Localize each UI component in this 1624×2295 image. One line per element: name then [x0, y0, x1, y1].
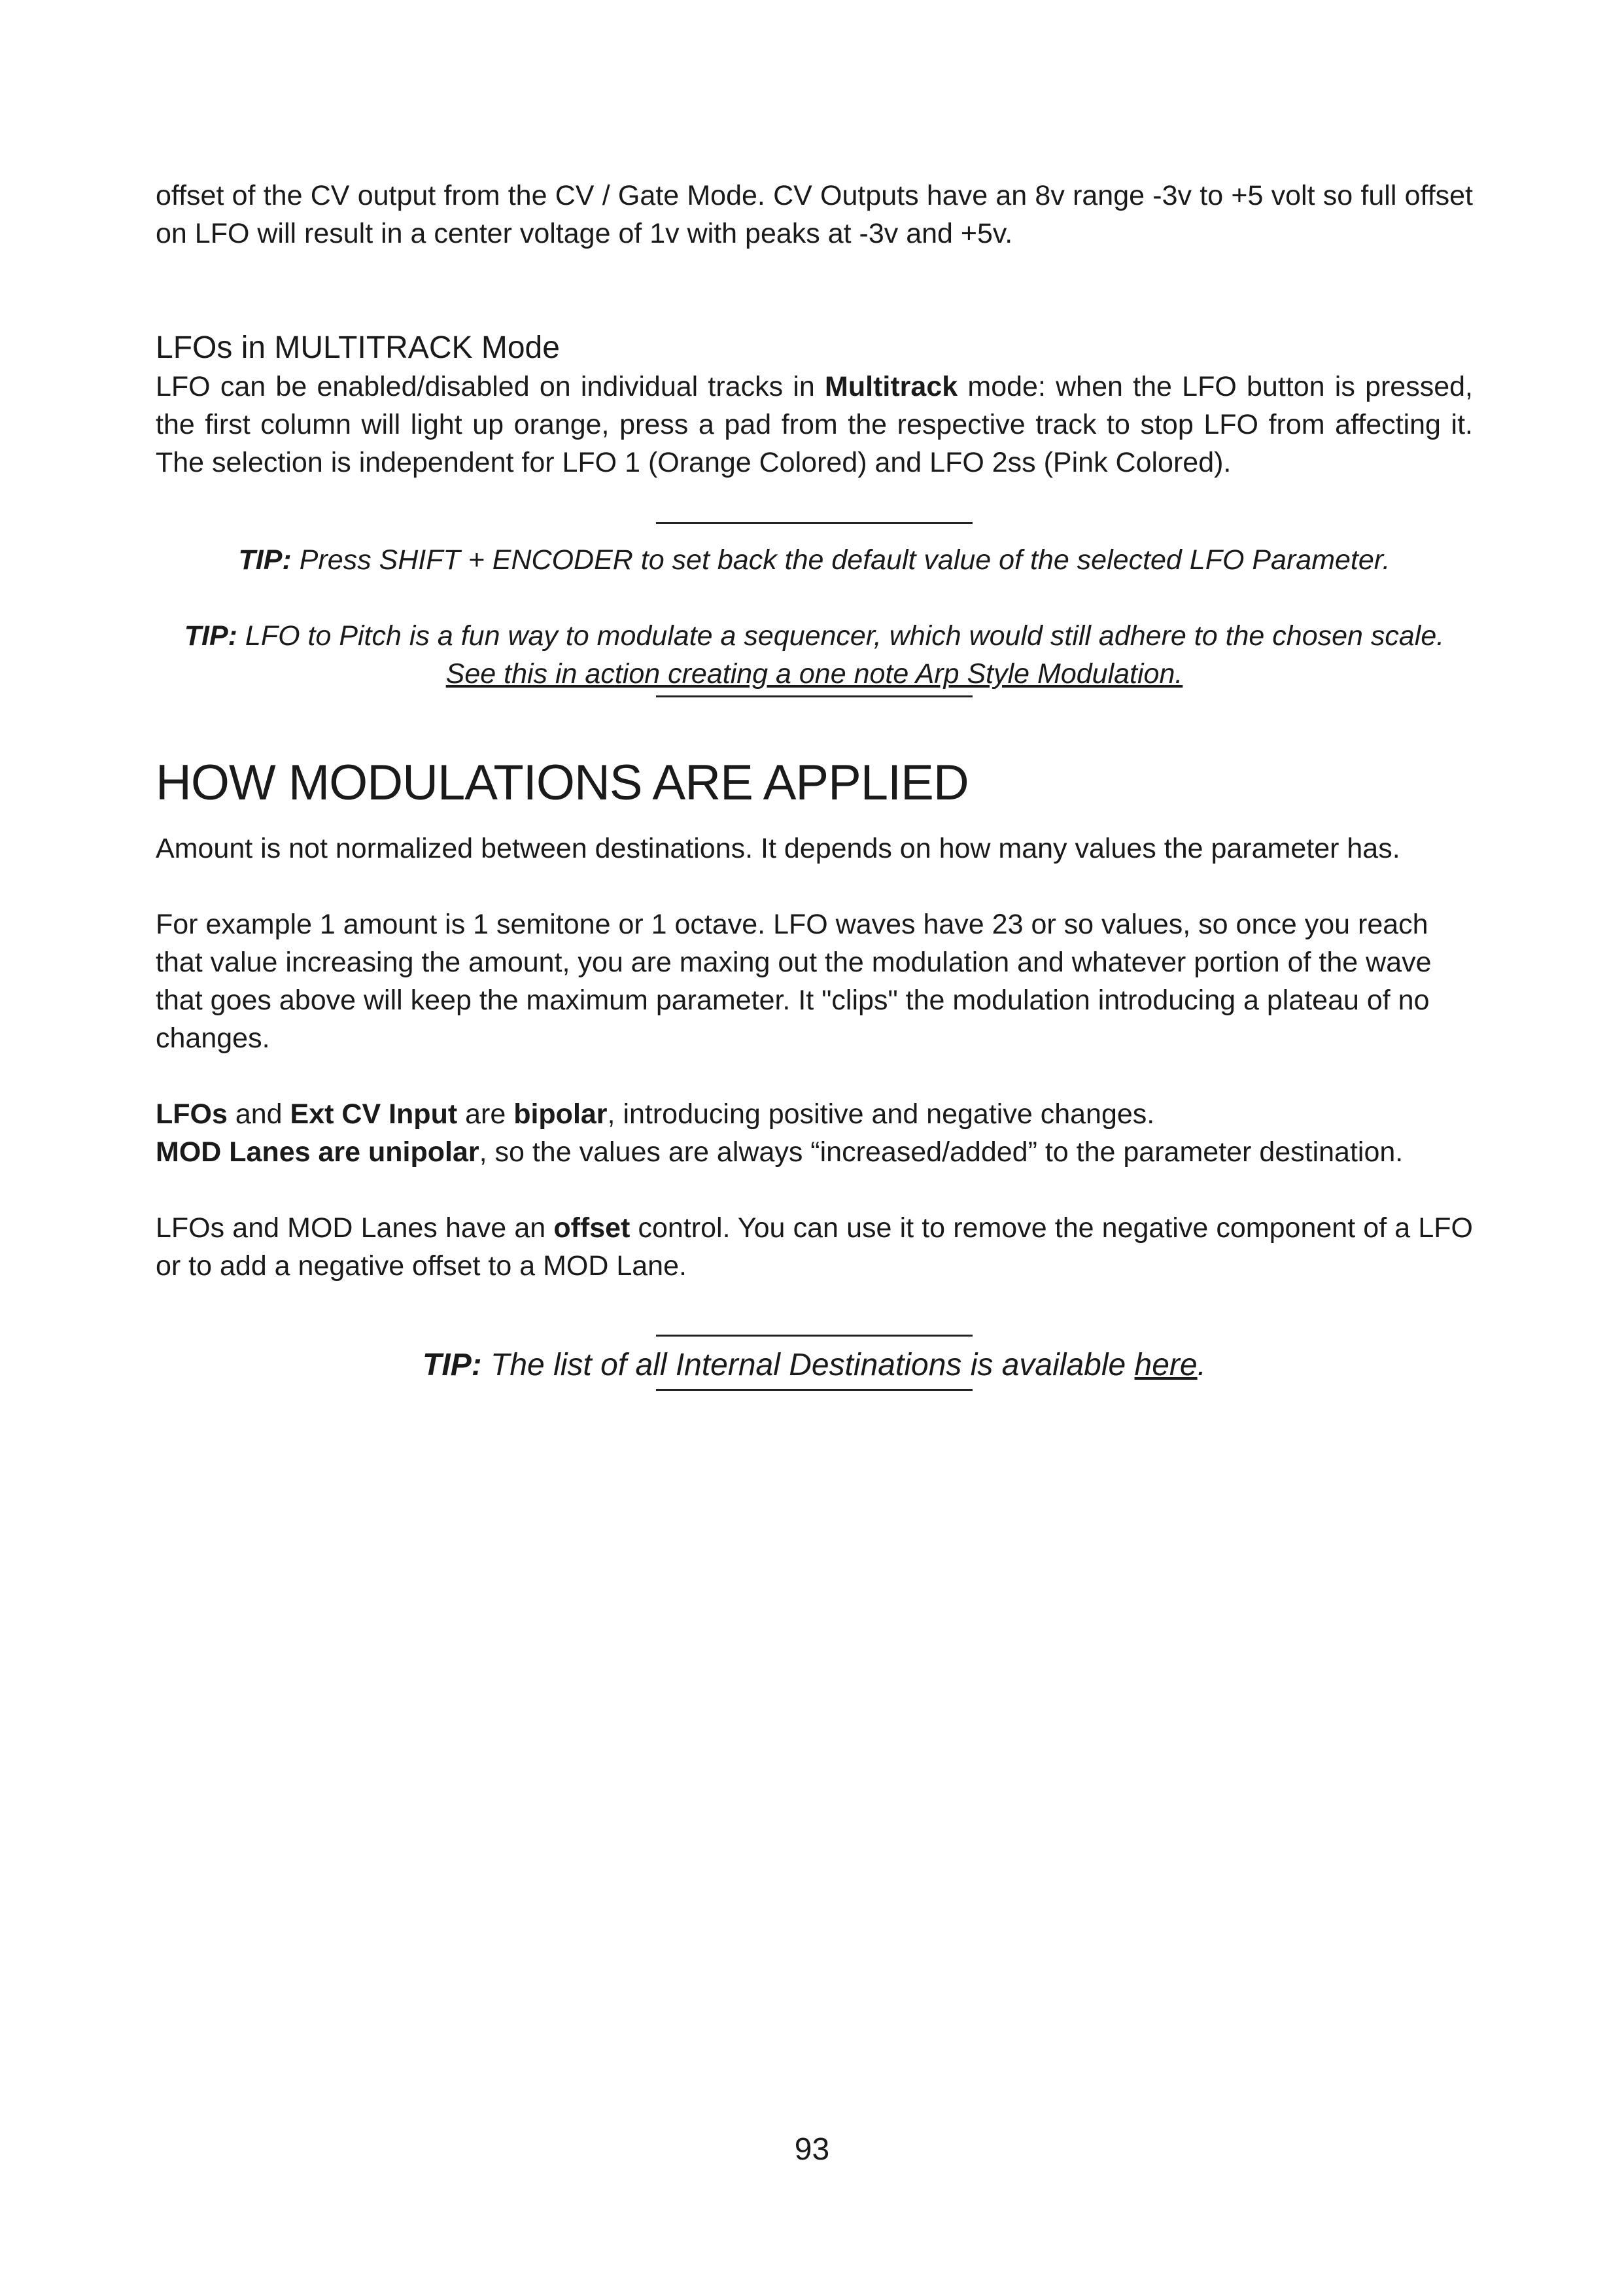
divider-line: [656, 522, 973, 524]
modulations-paragraph-3b: MOD Lanes are unipolar, so the values are always “increased/added” to the parameter destination.: [156, 1136, 1404, 1168]
modulations-paragraph-2: For example 1 amount is 1 semitone or 1 octave. LFO waves have 23 or so values, so once you reach that value increasing the amount, you are maxing out the modulation and whatever portion of the wave that goes above will keep the maximum parameter. It "clips" the modulation introducing a plateau of no changes.: [156, 909, 1432, 1054]
tip-lfo-pitch-link-line: [156, 655, 1473, 693]
document-page: [156, 177, 1473, 1391]
divider-line: [656, 1335, 973, 1337]
modulations-paragraph-4: LFOs and MOD Lanes have an offset control. You can use it to remove the negative component of a LFO or to add a negative offset to a MOD Lane.: [156, 1212, 1473, 1282]
divider-line: [656, 695, 973, 697]
internal-destinations-link[interactable]: here: [1134, 1348, 1198, 1382]
page-number: 93: [794, 2132, 830, 2167]
multitrack-paragraph: LFO can be enabled/disabled on individual tracks in Multitrack mode: when the LFO button is pressed, the first column will light up orange, press a pad from the respective track to stop LFO from affecting it. The selection is independent for LFO 1 (Orange Colored) and LFO 2ss (Pink Colored).: [156, 371, 1473, 478]
tip-shift-encoder: TIP: Press SHIFT + ENCODER to set back the default value of the selected LFO Parameter.: [238, 544, 1391, 576]
multitrack-heading: LFOs in MULTITRACK Mode: [156, 330, 560, 365]
tip-internal-destinations: TIP: The list of all Internal Destinations is available here.: [423, 1348, 1206, 1382]
arp-modulation-link[interactable]: See this in action creating a one note Arp Style Modulation.: [445, 658, 1183, 690]
tip-lfo-pitch: TIP: LFO to Pitch is a fun way to modulate a sequencer, which would still adhere to the chosen scale.: [184, 620, 1445, 652]
divider-line: [656, 1389, 973, 1391]
modulations-paragraph-3: LFOs and Ext CV Input are bipolar, introducing positive and negative changes.: [156, 1098, 1155, 1130]
intro-paragraph: offset of the CV output from the CV / Gate Mode. CV Outputs have an 8v range -3v to +5 volt so full offset on LFO will result in a center voltage of 1v with peaks at -3v and +5v.: [156, 180, 1473, 249]
modulations-heading: HOW MODULATIONS ARE APPLIED: [156, 755, 969, 811]
modulations-paragraph-1: Amount is not normalized between destinations. It depends on how many values the parameter has.: [156, 833, 1400, 864]
